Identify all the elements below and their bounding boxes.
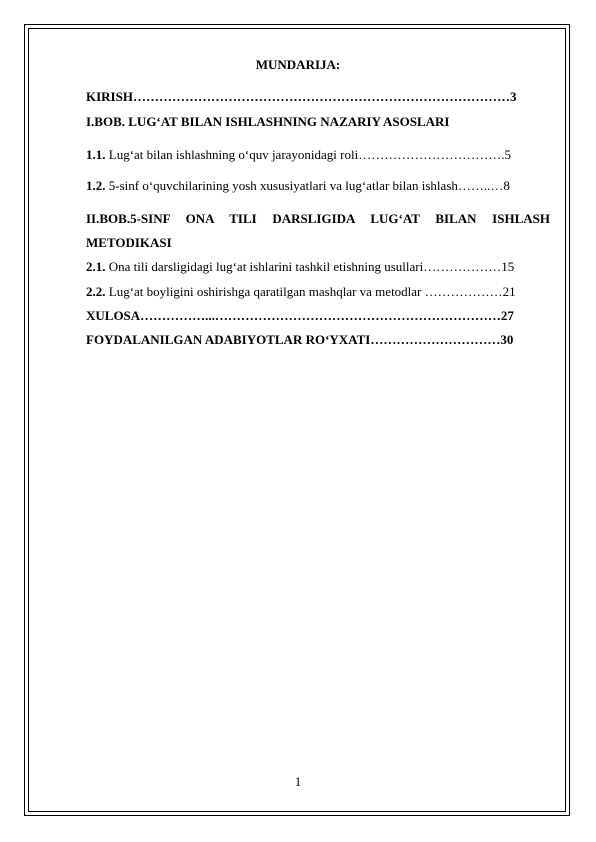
section-number: 2.2. bbox=[86, 284, 106, 299]
section-number: 1.2. bbox=[86, 178, 106, 193]
section-title: Ona tili darsligidagi lug‘at ishlarini tashkil etishning usullari………………15 bbox=[105, 259, 515, 274]
toc-entry-kirish: KIRISH……………………………………………………………………………3 bbox=[86, 89, 517, 104]
toc-entry-1-2 bbox=[86, 178, 550, 194]
toc-entry-xulosa: XULOSA……………...…………………………………………………………27 bbox=[86, 308, 514, 323]
toc-entry-adabiyotlar: FOYDALANILGAN ADABIYOTLAR RO‘YXATI…………………………30 bbox=[86, 332, 514, 347]
toc-entry-2-1 bbox=[86, 259, 550, 275]
section-title: Lug‘at bilan ishlashning o‘quv jarayonidagi roli…………………………….5 bbox=[105, 147, 511, 162]
toc-title: MUNDARIJA: bbox=[255, 57, 341, 72]
toc-chapter-2-line2: METODIKASI bbox=[86, 235, 172, 250]
section-title: Lug‘at boyligini oshirishga qaratilgan mashqlar va metodlar ………………21 bbox=[105, 284, 516, 299]
toc-entry-2-2 bbox=[86, 284, 550, 300]
section-number: 1.1. bbox=[86, 147, 106, 162]
page-number: 1 bbox=[294, 774, 302, 789]
section-title: 5-sinf o‘quvchilarining yosh xususiyatlari va lug‘atlar bilan ishlash……..…8 bbox=[105, 178, 510, 193]
section-number: 2.1. bbox=[86, 259, 106, 274]
page-border-inner bbox=[28, 28, 566, 812]
toc-chapter-2-line1: II.BOB.5-SINF ONA TILI DARSLIGIDA LUG‘AT BILAN ISHLASH bbox=[86, 211, 550, 226]
toc-chapter-1: I.BOB. LUG‘AT BILAN ISHLASHNING NAZARIY ASOSLARI bbox=[86, 114, 450, 129]
toc-entry-1-1 bbox=[86, 147, 550, 163]
